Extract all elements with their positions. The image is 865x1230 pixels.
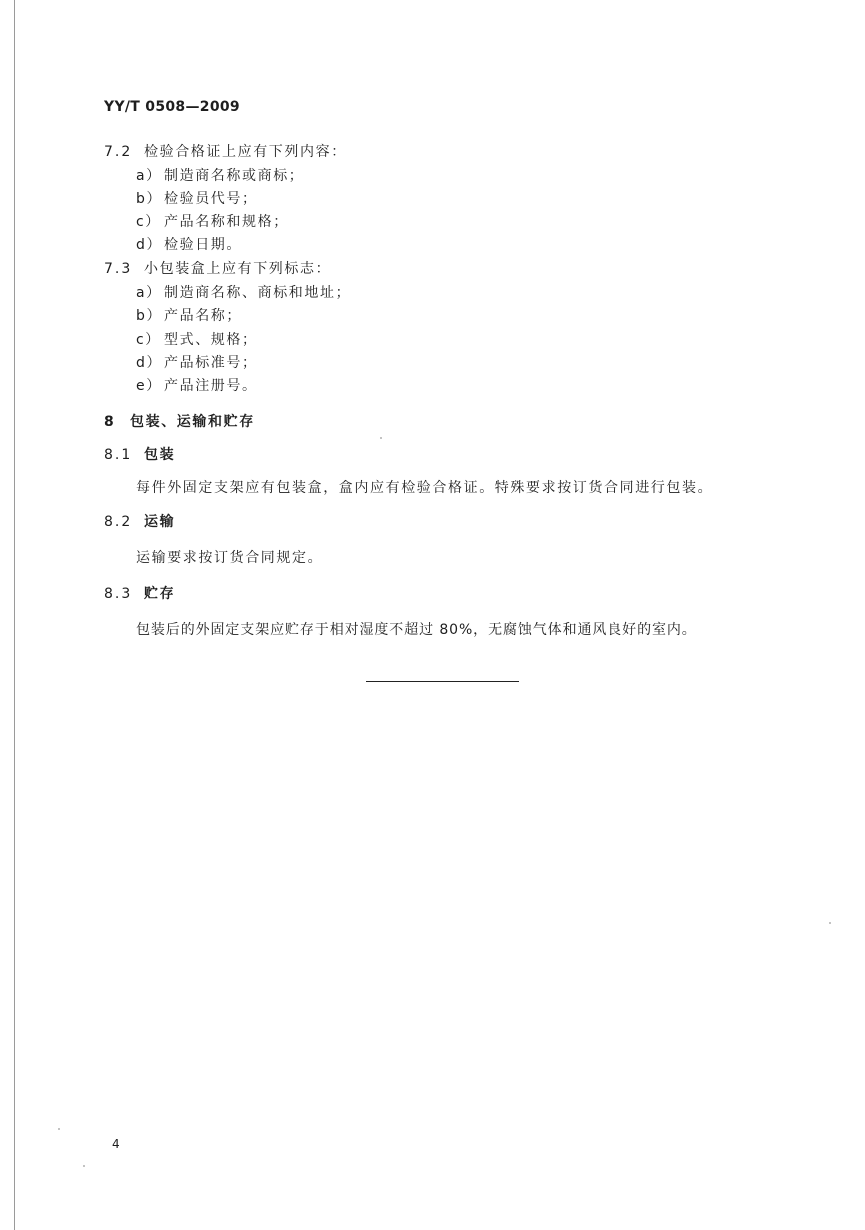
list-label: d） bbox=[136, 237, 163, 253]
section-title: 包装 bbox=[144, 447, 176, 463]
scan-speck bbox=[58, 1128, 60, 1130]
section-7-3-heading bbox=[104, 258, 331, 278]
list-text: 产品名称和规格； bbox=[164, 214, 289, 230]
section-title: 贮存 bbox=[144, 586, 176, 602]
section-number: 7.2 bbox=[104, 144, 133, 160]
list-label: c） bbox=[136, 332, 161, 348]
section-8-2-body: 运输要求按订货合同规定。 bbox=[136, 550, 324, 566]
section-8-3-heading bbox=[104, 583, 175, 603]
list-label: e） bbox=[136, 378, 162, 394]
document-id-header: YY/T 0508—2009 bbox=[104, 99, 240, 115]
scan-speck bbox=[83, 1165, 85, 1167]
section-number: 8 bbox=[104, 414, 116, 430]
section-7-2-heading bbox=[104, 141, 347, 161]
section-8-heading bbox=[104, 411, 255, 431]
scan-edge-line bbox=[14, 0, 15, 1230]
list-item bbox=[136, 375, 258, 395]
section-number: 7.3 bbox=[104, 261, 133, 277]
section-number: 8.3 bbox=[104, 586, 133, 602]
list-label: c） bbox=[136, 214, 161, 230]
scan-speck bbox=[380, 437, 382, 439]
list-label: d） bbox=[136, 355, 163, 371]
list-text: 产品注册号。 bbox=[164, 378, 258, 394]
list-text: 检验日期。 bbox=[164, 237, 242, 253]
list-label: b） bbox=[136, 191, 163, 207]
section-number: 8.2 bbox=[104, 514, 133, 530]
list-text: 型式、规格； bbox=[164, 332, 258, 348]
section-title: 包装、运输和贮存 bbox=[130, 414, 255, 430]
list-text: 产品标准号； bbox=[164, 355, 258, 371]
list-item bbox=[136, 234, 242, 254]
list-item bbox=[136, 188, 258, 208]
list-label: a） bbox=[136, 285, 162, 301]
list-text: 制造商名称或商标； bbox=[164, 168, 305, 184]
list-item bbox=[136, 305, 242, 325]
section-8-2-heading bbox=[104, 511, 175, 531]
section-title: 运输 bbox=[144, 514, 176, 530]
list-text: 产品名称； bbox=[164, 308, 242, 324]
section-title: 检验合格证上应有下列内容： bbox=[144, 144, 347, 160]
section-number: 8.1 bbox=[104, 447, 133, 463]
list-item bbox=[136, 211, 289, 231]
list-label: b） bbox=[136, 308, 163, 324]
section-8-1-body: 每件外固定支架应有包装盒，盒内应有检验合格证。特殊要求按订货合同进行包装。 bbox=[136, 480, 714, 496]
list-item bbox=[136, 352, 258, 372]
section-title: 小包装盒上应有下列标志： bbox=[144, 261, 332, 277]
list-item bbox=[136, 329, 258, 349]
page-number: 4 bbox=[112, 1137, 120, 1151]
list-item bbox=[136, 165, 304, 185]
section-8-1-heading bbox=[104, 444, 175, 464]
list-label: a） bbox=[136, 168, 162, 184]
list-text: 检验员代号； bbox=[164, 191, 258, 207]
scan-speck bbox=[829, 922, 831, 924]
end-rule bbox=[366, 681, 519, 682]
list-item bbox=[136, 282, 351, 302]
section-8-3-body: 包装后的外固定支架应贮存于相对湿度不超过 80%，无腐蚀气体和通风良好的室内。 bbox=[136, 622, 697, 638]
list-text: 制造商名称、商标和地址； bbox=[164, 285, 352, 301]
